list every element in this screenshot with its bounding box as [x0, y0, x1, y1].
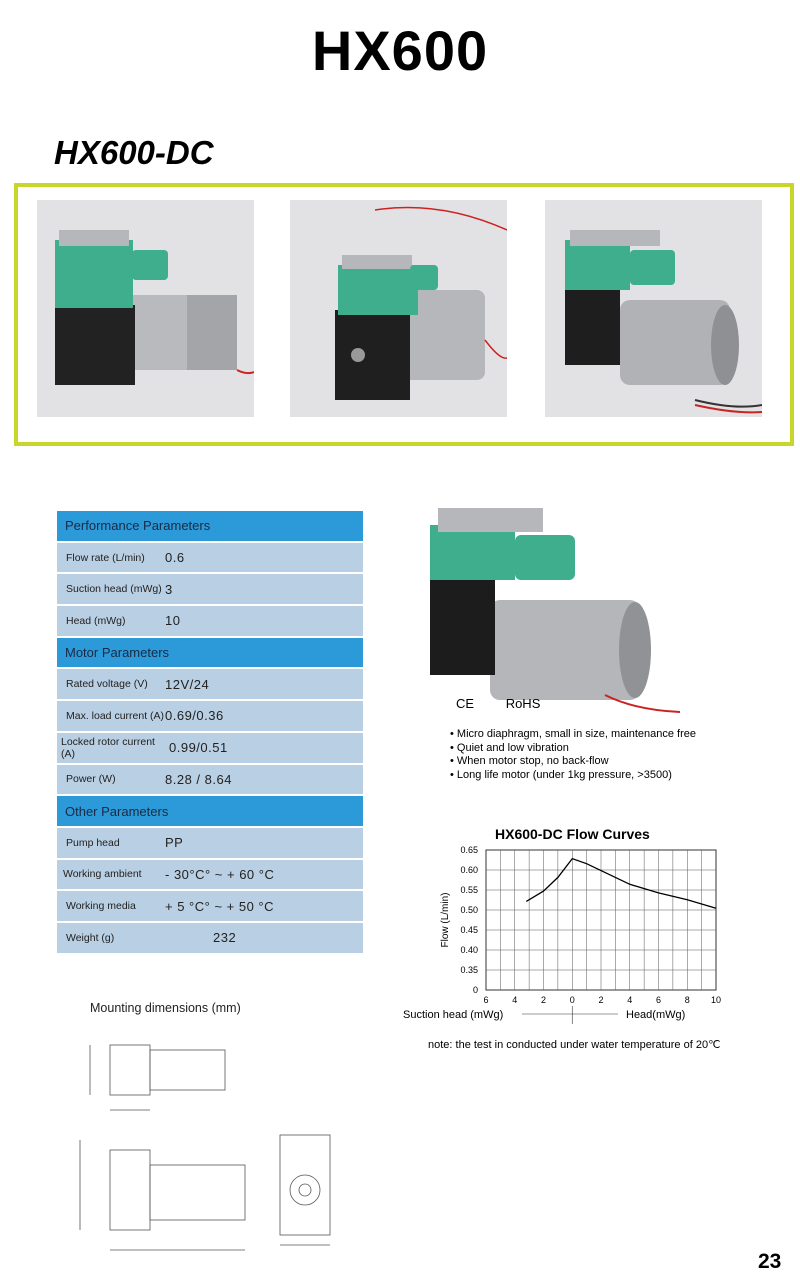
y-axis-label: Flow (L/min) — [440, 892, 451, 948]
list-item: • Long life motor (under 1kg pressure, >3500) — [450, 769, 696, 783]
x-tick-label: 10 — [710, 995, 722, 1005]
spec-label: Working media — [66, 900, 136, 913]
chart-title: HX600-DC Flow Curves — [495, 826, 650, 842]
table-row — [57, 543, 363, 575]
list-item: • When motor stop, no back-flow — [450, 755, 696, 769]
x-tick-label: 4 — [627, 995, 633, 1005]
table-row — [57, 923, 363, 955]
spec-label: Power (W) — [66, 773, 116, 786]
spec-value: + 5 °C° ~ + 50 °C — [165, 898, 275, 914]
model-subtitle: HX600-DC — [54, 134, 214, 171]
spec-value: 0.6 — [165, 550, 185, 566]
spec-label: Weight (g) — [66, 931, 115, 944]
spec-value: 3 — [165, 581, 173, 597]
page-title: HX600 — [311, 19, 489, 82]
table-row — [57, 733, 363, 765]
table-row — [57, 574, 363, 606]
spec-label: Pump head — [66, 836, 120, 849]
page-number: 23 — [758, 1250, 782, 1273]
x-tick-label: 2 — [540, 995, 547, 1005]
y-tick-label: 0.55 — [460, 885, 478, 895]
flow-curve-line — [526, 859, 716, 909]
table-row — [57, 860, 363, 892]
spec-value: 12V/24 — [165, 676, 210, 692]
list-item: • Quiet and low vibration — [450, 742, 696, 756]
feature-list — [450, 728, 696, 782]
spec-label: Working ambient — [63, 868, 142, 881]
spec-value: PP — [165, 835, 184, 851]
table-row — [57, 606, 363, 638]
y-tick-label: 0.40 — [460, 945, 478, 955]
spec-table — [57, 511, 363, 955]
rohs-mark: RoHS — [505, 696, 541, 711]
spec-value: - 30°C° ~ + 60 °C — [165, 866, 275, 882]
mounting-label: Mounting dimensions (mm) — [90, 1001, 241, 1015]
mounting-drawing — [70, 1020, 370, 1270]
spec-label: Flow rate (L/min) — [66, 551, 145, 564]
x-axis-label-right: Head(mWg) — [626, 1009, 686, 1021]
y-tick-label: 0.50 — [460, 905, 478, 915]
y-tick-label: 0 — [472, 985, 478, 995]
y-tick-label: 0.60 — [460, 865, 478, 875]
x-tick-label: 8 — [684, 995, 690, 1005]
spec-label: Max. load current (A) — [66, 709, 165, 722]
chart-note: note: the test in conducted under water temperature of 20℃ — [428, 1039, 721, 1051]
y-tick-label: 0.65 — [460, 845, 478, 855]
product-photo-frame — [14, 183, 794, 446]
table-row — [57, 701, 363, 733]
table-row — [57, 828, 363, 860]
spec-value: 232 — [213, 930, 237, 946]
product-image — [420, 500, 680, 715]
x-tick-label: 0 — [569, 995, 575, 1005]
flow-curve-chart — [400, 840, 760, 1030]
spec-value: 10 — [165, 613, 181, 629]
ce-mark: CE — [456, 696, 475, 711]
certification-marks — [456, 696, 568, 711]
x-tick-label: 2 — [598, 995, 604, 1005]
table-row — [57, 765, 363, 797]
spec-value: 8.28 / 8.64 — [165, 771, 232, 787]
table-row — [57, 891, 363, 923]
spec-label: Suction head (mWg) — [66, 583, 162, 596]
motor-header: Motor Parameters — [57, 638, 363, 670]
x-tick-label: 6 — [655, 995, 662, 1005]
x-tick-label: 4 — [512, 995, 518, 1005]
spec-label: Head (mWg) — [66, 614, 126, 627]
spec-label: Rated voltage (V) — [66, 678, 148, 691]
product-photo-front — [290, 200, 507, 417]
y-tick-label: 0.35 — [460, 965, 478, 975]
spec-label: Locked rotor current (A) — [61, 735, 155, 760]
product-photo-angle — [545, 200, 762, 417]
x-axis-label-left: Suction head (mWg) — [403, 1009, 504, 1021]
table-row — [57, 669, 363, 701]
other-header: Other Parameters — [57, 796, 363, 828]
product-photo-side — [37, 200, 254, 417]
spec-value: 0.99/0.51 — [169, 740, 228, 756]
performance-header: Performance Parameters — [57, 511, 363, 543]
spec-value: 0.69/0.36 — [165, 708, 224, 724]
list-item: • Micro diaphragm, small in size, maintenance free — [450, 728, 696, 742]
y-tick-label: 0.45 — [460, 925, 478, 935]
x-tick-label: 6 — [483, 995, 489, 1005]
